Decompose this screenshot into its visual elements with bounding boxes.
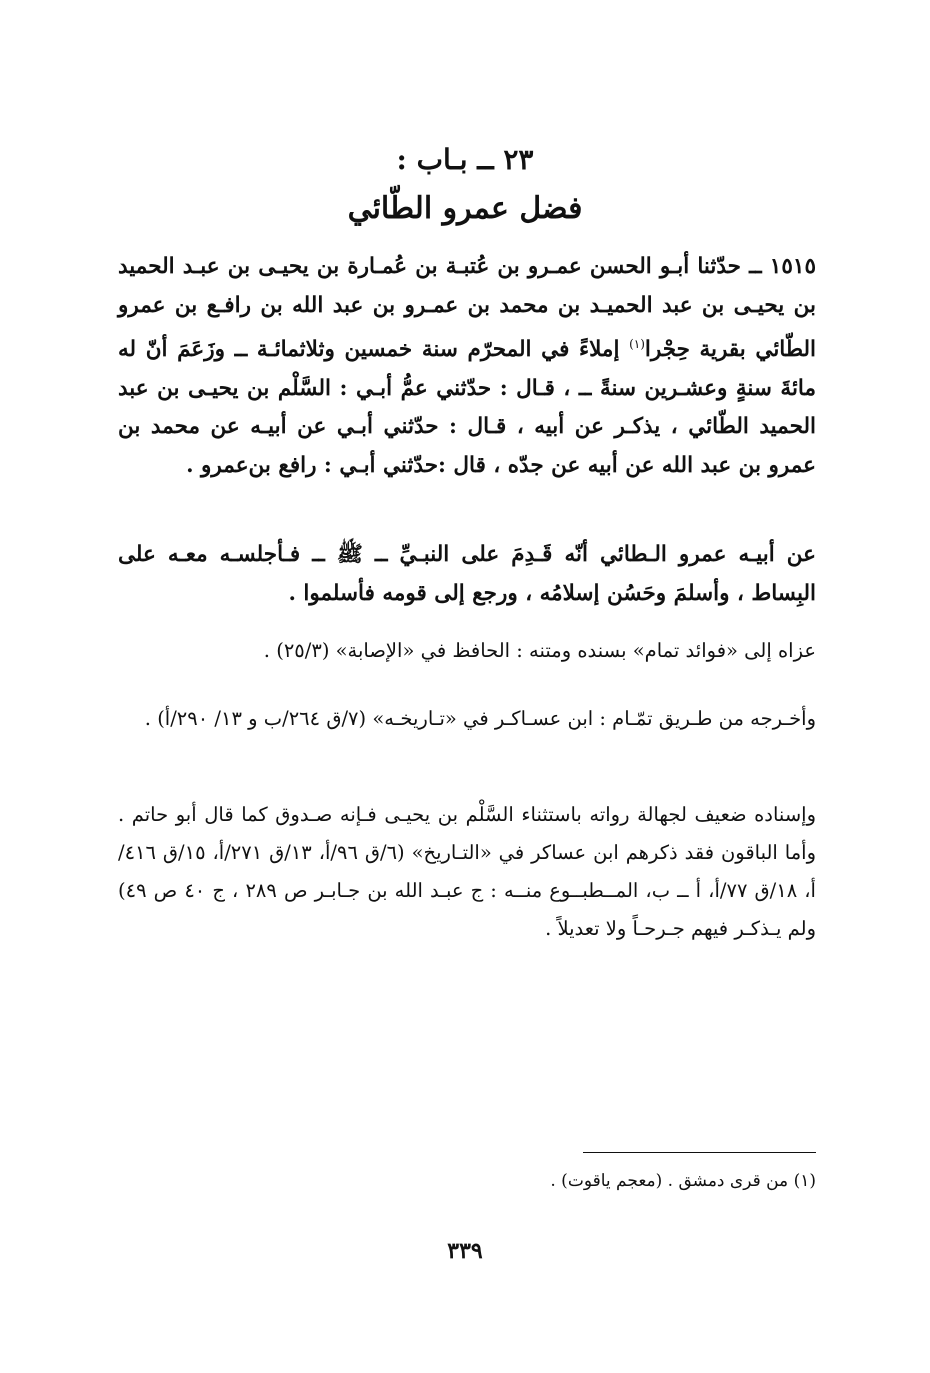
chapter-heading: ٢٣ ــ بـاب : (396, 143, 534, 176)
footnote-marker: (١) (793, 1171, 816, 1191)
hadith-text: ١٥١٥ ــ حدّثنا أبـو الحسن عمـرو بن عُتبـة بن عُمـارة بن يحيـى بن عبـد الحميد بن يحيـى بن عبد الحميـد بن محمد بن عمـرو بن عبد الله بن رافـع بن عمرو الطّائي بقرية حِجْرا (118, 254, 817, 363)
takhrij-note-2: وأخـرجه من طـريق تمّـام : ابن عسـاكـر في «تـاريخـه» (٧/ق ٢٦٤/ب و ١٣/ ٢٩٠/أ) . (144, 707, 816, 730)
page-number: ٣٣٩ (447, 1238, 483, 1264)
chapter-header (0, 140, 930, 232)
footnote (400, 1166, 816, 1196)
grading-note: وإسناده ضعيف لجهالة رواته باستثناء السَّلْم بن يحيـى فـإنه صـدوق كما قال أبو حاتم . وأما الباقون فقد ذكرهم ابن عساكر في «التـاريخ» (٦/ق ٩٦/أ، ١٣/ق ٢٧١/أ، ١٥/ق ٤١٦/أ، ١٨/ق ٧٧/أ، أ ــ ب، المــطبــوع منــه : ج عبـد الله بن جـابـر ص ٢٨٩ ، ج ٤٠ ص ٤٩) ولم يـذكـر فيهم جـرحـاً ولا تعديلاً . (118, 803, 816, 940)
chapter-title: فضل عمرو الطّائي (347, 191, 583, 226)
hadith-isnad (118, 248, 816, 485)
hadith-matn: عن أبيـه عمرو الـطائي أنّه قَـدِمَ على النبـيِّ ــ ﷺ ــ فـأجلسـه معـه على البِساط ، وأسلمَ وحَسُن إسلامُه ، ورجع إلى قومه فأسلموا . (118, 542, 816, 606)
footnote-text: من قرى دمشق . (معجم ياقوت) . (550, 1171, 789, 1191)
takhrij-note-1: عزاه إلى «فوائد تمام» بسنده ومتنه : الحافظ في «الإصابة» (٢٥/٣) . (263, 639, 816, 662)
footnote-reference: (١) (629, 337, 645, 351)
hadith-text-continued: إملاءً في المحرّم سنة خمسين وثلاثمائـة ــ وزَعَمَ أنّ له مائةَ سنةٍ وعشـرين سنةً ــ ، قـال : حدّثني عمُّ أبـي : السَّلْم بن يحيـى بن عبد الحميد الطّائي ، يذكـر عن أبيه ، قـال : حدّثني أبـي عن أبيـه عن محمد بن عمرو بن عبد الله عن أبيه عن جدّه ، قال :حدّثني أبـي : رافع بن‌عمرو . (118, 337, 816, 478)
footnote-divider (583, 1152, 816, 1153)
